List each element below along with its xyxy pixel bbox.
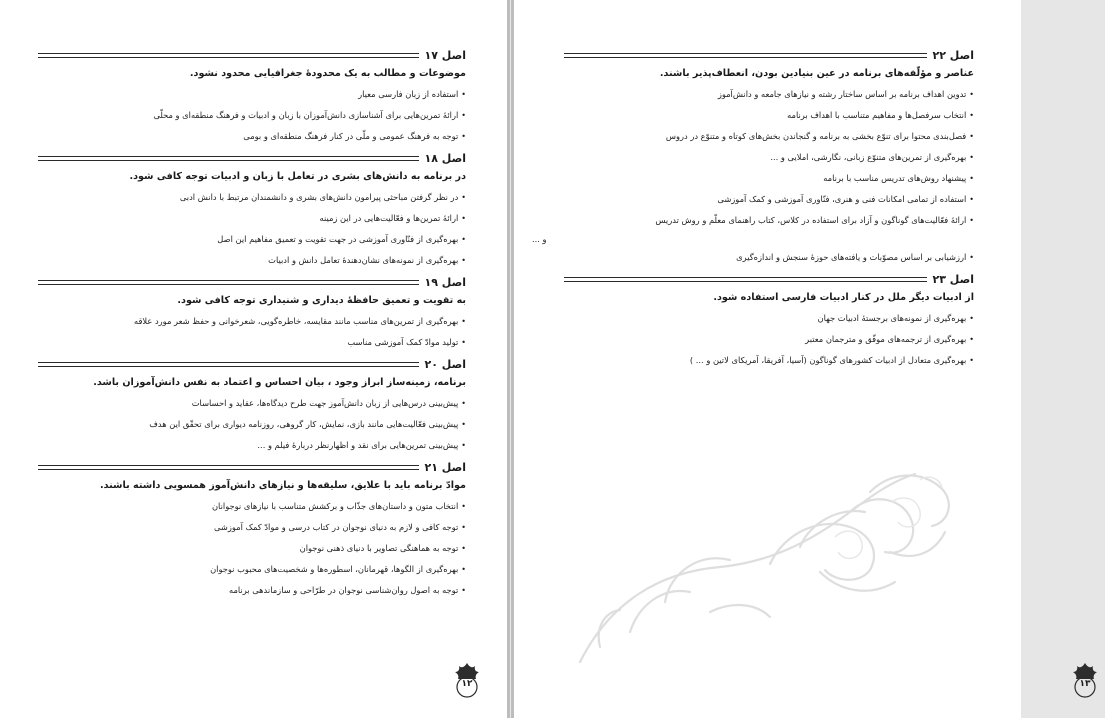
list-item-text: در نظر گرفتن مباحثی پیرامون دانش‌های بشری و دانشمندان مرتبط با دانش ادبی [179, 192, 459, 202]
heading-rule [38, 465, 419, 470]
principle-title: برنامه، زمینه‌ساز ابراز وجود ، بیان احساس و اعتماد به نفس دانش‌آموزان باشد. [93, 377, 466, 388]
list-item-text: تدوین اهداف برنامه بر اساس ساختار رشته و نیازهای جامعه و دانش‌آموز [717, 89, 967, 99]
bullet-icon: • [461, 544, 466, 553]
list-item [38, 538, 466, 559]
bullet-icon: • [461, 111, 466, 120]
bullet-list [38, 496, 466, 601]
principle-number: اصل ۱۷ [424, 48, 466, 62]
list-item-text: فصل‌بندی محتوا برای تنوّع بخشی به برنامه و گنجاندن بخش‌های کوتاه و متنوّع در دروس [665, 131, 967, 141]
principle-section [38, 458, 466, 601]
bullet-icon: • [461, 586, 466, 595]
list-item-text: پیش‌بینی درس‌هایی از زبان دانش‌آموز جهت طرح دیدگاه‌ها، عقاید و احساسات [191, 398, 459, 408]
bullet-list [38, 187, 466, 271]
bullet-list [38, 84, 466, 147]
list-item [38, 435, 466, 456]
bullet-icon: • [461, 523, 466, 532]
list-item [564, 189, 974, 210]
list-item-text: ارائهٔ فعّالیت‌های گوناگون و آزاد برای استفاده در کلاس، کتاب راهنمای معلّم و روش تدریس [655, 215, 967, 225]
list-item-text: بهره‌گیری متعادل از ادبیات کشورهای گوناگون (آسیا، آفریقا، آمریکای لاتین و ... ) [689, 355, 967, 365]
list-item-text: پیش‌بینی تمرین‌هایی برای نقد و اظهارنظر دربارهٔ فیلم و ... [257, 440, 459, 450]
principle-title: موضوعات و مطالب به یک محدودهٔ جغرافیایی محدود نشود. [189, 68, 466, 79]
bullet-icon: • [461, 441, 466, 450]
list-item-text: استفاده از تمامی امکانات فنی و هنری، فنّاوری آموزشی و کمک آموزشی [717, 194, 967, 204]
list-item-text: انتخاب متون و داستان‌های جذّاب و برکشش متناسب با نیازهای نوجوانان [211, 501, 459, 511]
list-item-text: بهره‌گیری از نمونه‌های نشان‌دهندهٔ تعامل دانش و ادبیات [268, 255, 459, 265]
list-item-text: ارائهٔ تمرین‌هایی برای آشناسازی دانش‌آموزان با زبان و ادبیات و فرهنگ منطقه‌ای و محلّی [153, 110, 459, 120]
list-item [38, 187, 466, 208]
heading-rule [38, 156, 419, 161]
bullet-icon: • [461, 193, 466, 202]
principle-heading [564, 270, 974, 288]
principle-section [38, 355, 466, 456]
principle-title: از ادبیات دیگر ملل در کنار ادبیات فارسی استفاده شود. [713, 292, 974, 303]
list-item-text: تولید موادّ کمک آموزشی مناسب [347, 337, 459, 347]
list-item-text: توجه به هماهنگی تصاویر با دنیای ذهنی نوجوان [299, 543, 459, 553]
bullet-icon: • [969, 111, 974, 120]
principle-title: در برنامه به دانش‌های بشری در تعامل با زبان و ادبیات توجه کافی شود. [129, 171, 466, 182]
list-item [564, 168, 974, 189]
bullet-icon: • [969, 174, 974, 183]
bullet-icon: • [461, 132, 466, 141]
list-item [38, 580, 466, 601]
bullet-icon: • [461, 235, 466, 244]
bullet-icon: • [969, 253, 974, 262]
principle-title: به تقویت و تعمیق حافظهٔ دیداری و شنیداری توجه کافی شود. [177, 295, 466, 306]
list-item-text: استفاده از زبان فارسی معیار [358, 89, 459, 99]
list-item [564, 105, 974, 126]
list-item [38, 84, 466, 105]
left-column [38, 44, 466, 601]
principle-number: اصل ۲۲ [932, 48, 974, 62]
page-number-text: ۱۲ [461, 679, 473, 689]
list-item [564, 308, 974, 329]
principle-heading [38, 355, 466, 373]
principle-heading [564, 46, 974, 64]
list-item [564, 147, 974, 168]
bullet-icon: • [461, 338, 466, 347]
list-item [564, 210, 974, 231]
page-number-left [447, 660, 487, 700]
list-item-text: توجه به اصول روان‌شناسی نوجوان در طرّاحی و سازماندهی برنامه [229, 585, 459, 595]
heading-rule [38, 53, 419, 58]
heading-rule [38, 280, 419, 285]
principle-number: اصل ۱۸ [424, 151, 466, 165]
list-item-text: بهره‌گیری از الگوها، قهرمانان، اسطوره‌ها و شخصیت‌های محبوب نوجوان [210, 564, 459, 574]
continuation-text: و ... [532, 234, 547, 244]
bullet-list [564, 308, 974, 371]
gutter-shadow [507, 0, 510, 718]
bullet-list [38, 311, 466, 353]
list-item-text: پیش‌بینی فعّالیت‌هایی مانند بازی، نمایش، کار گروهی، روزنامه دیواری برای تحقّق این هدف [149, 419, 459, 429]
principle-number: اصل ۲۱ [424, 460, 466, 474]
principle-heading [38, 458, 466, 476]
bullet-icon: • [461, 565, 466, 574]
bullet-icon: • [969, 132, 974, 141]
heading-rule [564, 277, 927, 282]
list-item [38, 208, 466, 229]
bullet-icon: • [969, 90, 974, 99]
list-item [38, 332, 466, 353]
bullet-icon: • [461, 399, 466, 408]
bullet-icon: • [461, 317, 466, 326]
list-item [38, 250, 466, 271]
principle-section [38, 273, 466, 353]
list-item [38, 229, 466, 250]
page-left [0, 0, 507, 718]
list-item [38, 496, 466, 517]
bullet-icon: • [969, 153, 974, 162]
list-item-text: پیشنهاد روش‌های تدریس مناسب با برنامه [823, 173, 967, 183]
principle-heading [38, 149, 466, 167]
bullet-icon: • [461, 214, 466, 223]
principle-number: اصل ۲۳ [932, 272, 974, 286]
principle-title: موادّ برنامه باید با علایق، سلیقه‌ها و نیازهای دانش‌آموز همسویی داشته باشند. [99, 480, 466, 491]
list-item [38, 559, 466, 580]
bullet-icon: • [969, 314, 974, 323]
bullet-list [38, 393, 466, 456]
bullet-icon: • [969, 356, 974, 365]
bullet-icon: • [461, 420, 466, 429]
bullet-icon: • [969, 216, 974, 225]
list-item-text: انتخاب سرفصل‌ها و مفاهیم متناسب با اهداف برنامه [787, 110, 967, 120]
list-item [564, 350, 974, 371]
page-number-right [1065, 660, 1105, 700]
bullet-list [564, 247, 974, 268]
principle-heading [38, 46, 466, 64]
bullet-icon: • [461, 256, 466, 265]
list-item [38, 311, 466, 332]
principle-section [564, 270, 974, 371]
list-item-text: بهره‌گیری از ترجمه‌های موفّق و مترجمان معتبر [805, 334, 967, 344]
list-item-text: توجه کافی و لازم به دنیای نوجوان در کتاب درسی و موادّ کمک آموزشی [214, 522, 459, 532]
list-item-text: بهره‌گیری از نمونه‌های برجستهٔ ادبیات جهان [817, 313, 967, 323]
principle-section [38, 46, 466, 147]
bullet-icon: • [969, 195, 974, 204]
bullet-list [564, 84, 974, 231]
bullet-icon: • [461, 90, 466, 99]
heading-rule [564, 53, 927, 58]
floral-watermark [570, 452, 970, 672]
page-number-text: ۱۳ [1079, 679, 1091, 689]
bullet-icon: • [461, 502, 466, 511]
list-item-text: توجه به فرهنگ عمومی و ملّی در کنار فرهنگ منطقه‌ای و بومی [243, 131, 459, 141]
heading-rule [38, 362, 419, 367]
list-item-text: ارزشیابی بر اساس مصوّبات و یافته‌های حوزهٔ سنجش و اندازه‌گیری [736, 252, 967, 262]
list-item [564, 84, 974, 105]
list-item [38, 517, 466, 538]
page-right [514, 0, 1091, 718]
principle-title: عناصر و مؤلّفه‌های برنامه در عین بنیادین بودن، انعطاف‌پذیر باشند. [659, 68, 974, 79]
list-item [564, 126, 974, 147]
list-item-text: بهره‌گیری از تمرین‌های مناسب مانند مقایسه، خاطره‌گویی، شعرخوانی و حفظ شعر مورد علاقه [134, 316, 459, 326]
principle-heading [38, 273, 466, 291]
list-item-text: بهره‌گیری از تمرین‌های متنوّع زبانی، نگارشی، املایی و ... [770, 152, 967, 162]
list-item [564, 329, 974, 350]
principle-number: اصل ۱۹ [424, 275, 466, 289]
list-item [38, 414, 466, 435]
list-item [564, 247, 974, 268]
list-item-text: بهره‌گیری از فنّاوری آموزشی در جهت تقویت و تعمیق مفاهیم این اصل [217, 234, 459, 244]
list-item [38, 105, 466, 126]
principle-number: اصل ۲۰ [424, 357, 466, 371]
bullet-icon: • [969, 335, 974, 344]
principle-section [532, 46, 974, 268]
right-column [532, 44, 974, 371]
list-item-text: ارائهٔ تمرین‌ها و فعّالیت‌هایی در این زمینه [319, 213, 459, 223]
principle-section [38, 149, 466, 271]
list-item [38, 393, 466, 414]
list-item [38, 126, 466, 147]
